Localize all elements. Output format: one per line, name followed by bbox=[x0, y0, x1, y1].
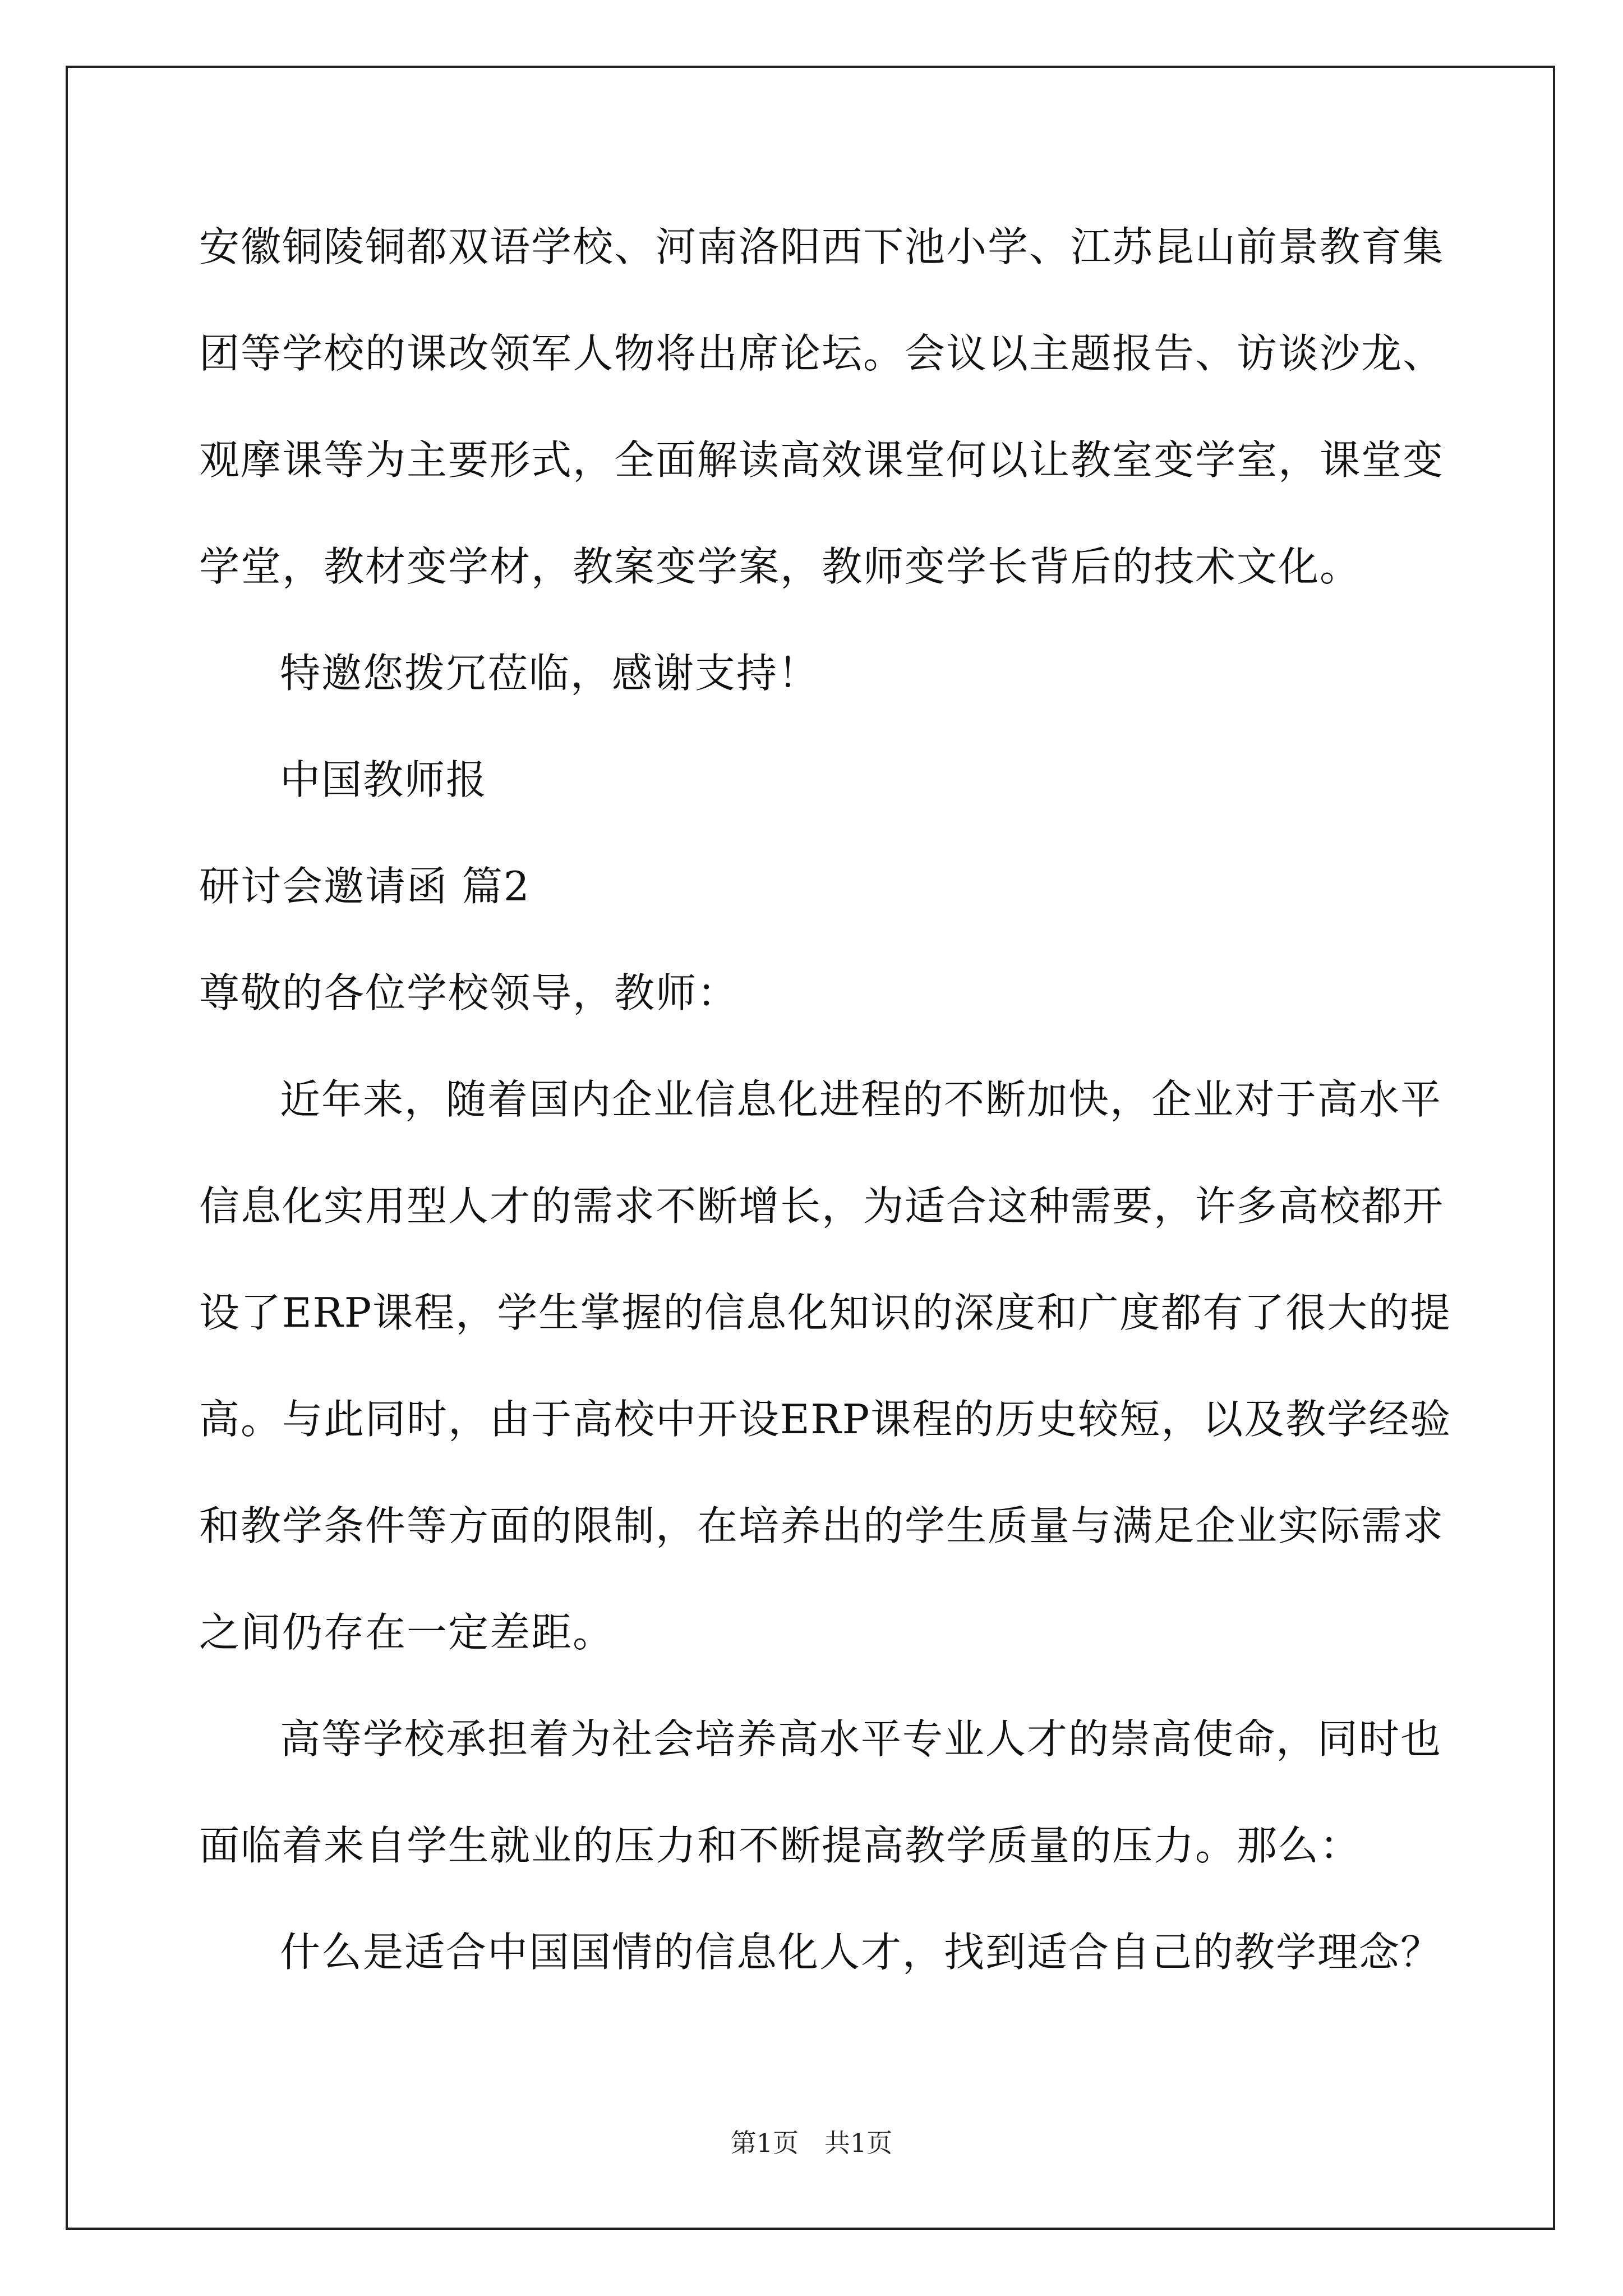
paragraph-line: 设了ERP课程，学生掌握的信息化知识的深度和广度都有了很大的提 bbox=[199, 1289, 1452, 1336]
paragraph-line: 观摩课等为主要形式，全面解读高效课堂何以让教室变学室，课堂变 bbox=[199, 436, 1445, 484]
signature-line: 中国教师报 bbox=[280, 756, 488, 803]
paragraph-line: 近年来，随着国内企业信息化进程的不断加快，企业对于高水平 bbox=[280, 1076, 1442, 1123]
paragraph-line: 和教学条件等方面的限制，在培养出的学生质量与满足企业实际需求 bbox=[199, 1502, 1445, 1549]
closing-line: 特邀您拨冗莅临，感谢支持！ bbox=[280, 650, 820, 697]
paragraph-line: 什么是适合中国国情的信息化人才，找到适合自己的教学理念？ bbox=[280, 1929, 1442, 1976]
page-number: 第1页 共1页 bbox=[730, 2128, 893, 2158]
paragraph-line: 高等学校承担着为社会培养高水平专业人才的崇高使命，同时也 bbox=[280, 1715, 1442, 1763]
section-title: 研讨会邀请函 篇2 bbox=[199, 863, 531, 910]
paragraph-line: 团等学校的课改领军人物将出席论坛。会议以主题报告、访谈沙龙、 bbox=[199, 330, 1445, 377]
paragraph-line: 安徽铜陵铜都双语学校、河南洛阳西下池小学、江苏昆山前景教育集 bbox=[199, 223, 1445, 270]
paragraph-line: 面临着来自学生就业的压力和不断提高教学质量的压力。那么： bbox=[199, 1822, 1362, 1869]
paragraph-line: 学堂，教材变学材，教案变学案，教师变学长背后的技术文化。 bbox=[199, 543, 1362, 590]
paragraph-line: 之间仍存在一定差距。 bbox=[199, 1609, 615, 1656]
page-border bbox=[66, 66, 1555, 2230]
salutation: 尊敬的各位学校领导，教师： bbox=[199, 969, 739, 1016]
paragraph-line: 高。与此同时，由于高校中开设ERP课程的历史较短，以及教学经验 bbox=[199, 1396, 1452, 1443]
paragraph-line: 信息化实用型人才的需求不断增长，为适合这种需要，许多高校都开 bbox=[199, 1182, 1445, 1230]
